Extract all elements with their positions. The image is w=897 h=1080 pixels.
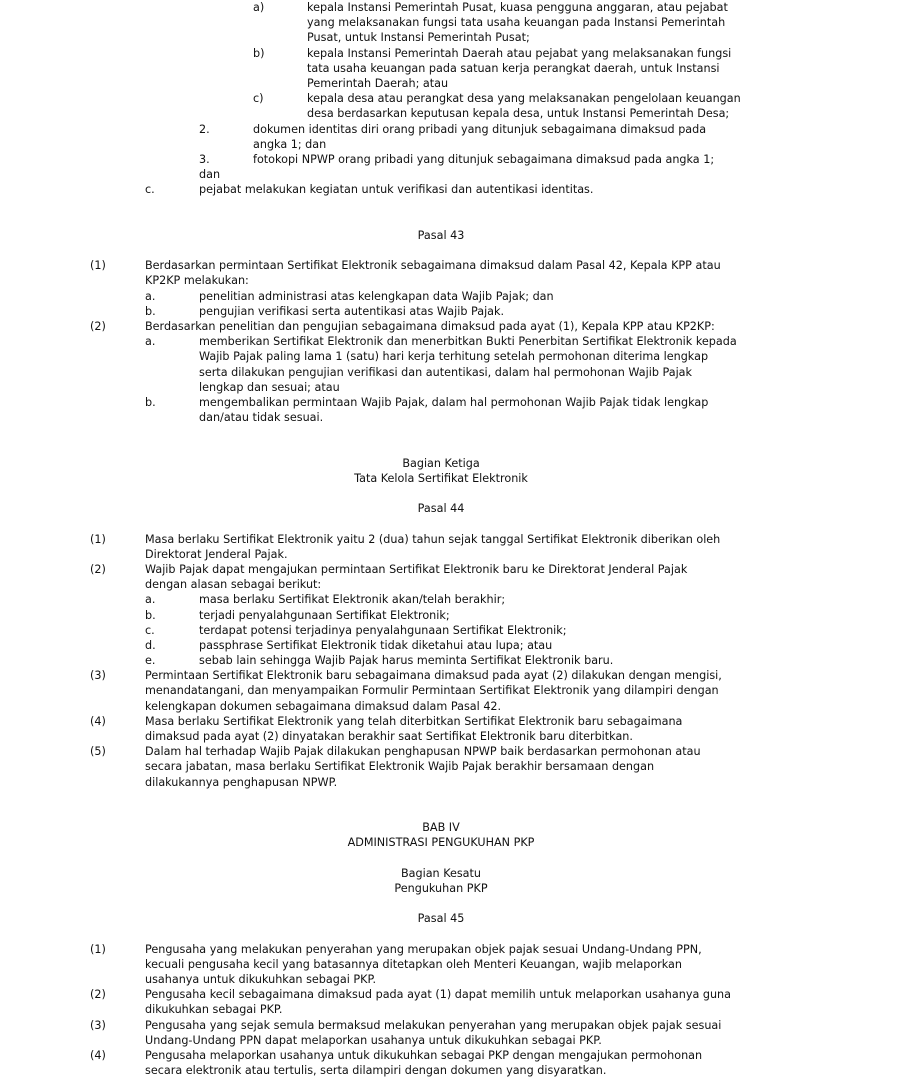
text-line: [0, 380, 897, 395]
item-text: Berdasarkan permintaan Sertifikat Elektronik sebagaimana dimaksud dalam Pasal 42, Kepala KPP atau: [145, 259, 721, 273]
text-line: [0, 714, 897, 729]
text-line: [0, 304, 897, 319]
list-item: [0, 562, 897, 592]
item-number: (2): [90, 988, 106, 1002]
item-number: c): [253, 92, 264, 106]
text-line: [0, 46, 897, 61]
heading-line: ADMINISTRASI PENGUKUHAN PKP: [347, 836, 535, 850]
item-number: (1): [90, 259, 106, 273]
text-line: [0, 532, 897, 547]
item-text: penelitian administrasi atas kelengkapan data Wajib Pajak; dan: [199, 289, 554, 303]
text-line: [0, 30, 897, 45]
text-line: [0, 562, 897, 577]
item-text: masa berlaku Sertifikat Elektronik akan/telah berakhir;: [199, 593, 506, 607]
article-list: [0, 532, 897, 790]
text-line: [0, 1063, 897, 1078]
list-item: [0, 1018, 897, 1048]
section-heading: [0, 228, 897, 243]
text-line: [0, 683, 897, 698]
item-text: Pengusaha yang sejak semula bermaksud melakukan penyerahan yang merupakan objek pajak sesuai: [145, 1018, 722, 1032]
text-line: [0, 775, 897, 790]
text-line: [0, 91, 897, 106]
list-item: [0, 122, 897, 152]
item-text: Direktorat Jenderal Pajak.: [145, 547, 288, 561]
section-heading: [0, 911, 897, 926]
text-line: [0, 167, 897, 182]
text-line: [0, 638, 897, 653]
text-line: [0, 608, 897, 623]
list-item: [0, 395, 897, 425]
item-text: pengujian verifikasi serta autentikasi atas Wajib Pajak.: [199, 304, 505, 318]
item-number: 2.: [199, 122, 210, 136]
list-item: [0, 319, 897, 334]
heading-line: Pasal 44: [417, 502, 465, 516]
text-line: [0, 0, 897, 15]
item-text: kelengkapan dokumen sebagaimana dimaksud dalam Pasal 42.: [145, 699, 502, 713]
text-line: [0, 106, 897, 121]
text-line: [0, 623, 897, 638]
item-text: dengan alasan sebagai berikut:: [145, 578, 322, 592]
item-text: menandatangani, dan menyampaikan Formulir Permintaan Sertifikat Elektronik yang dilampiri dengan: [145, 684, 719, 698]
item-number: (2): [90, 562, 106, 576]
text-line: [0, 759, 897, 774]
item-text: Pengusaha yang melakukan penyerahan yang merupakan objek pajak sesuai Undang-Undang PPN,: [145, 942, 702, 956]
item-number: a): [253, 1, 265, 14]
heading-line: Bagian Kesatu: [400, 866, 482, 880]
item-text: secara elektronik atau tertulis, serta dilampiri dengan dokumen yang disyaratkan.: [145, 1064, 607, 1078]
item-text: pejabat melakukan kegiatan untuk verifikasi dan autentikasi identitas.: [199, 183, 594, 197]
text-line: [0, 653, 897, 668]
item-text: usahanya untuk dikukuhkan sebagai PKP.: [145, 973, 377, 986]
text-line: [0, 1002, 897, 1017]
list-item: [0, 942, 897, 988]
heading-line: Pasal 45: [417, 912, 465, 926]
text-line: [0, 122, 897, 137]
text-line: [0, 137, 897, 152]
item-number: b.: [145, 608, 156, 622]
list-item: [0, 987, 897, 1017]
item-text: kecuali pengusaha kecil yang batasannya ditetapkan oleh Menteri Keuangan, wajib melaporkan: [145, 957, 682, 971]
text-line: [0, 1033, 897, 1048]
text-line: [0, 273, 897, 288]
item-text: Permintaan Sertifikat Elektronik baru sebagaimana dimaksud pada ayat (2) dilakukan dengan mengisi,: [145, 669, 722, 683]
item-number: (3): [90, 1018, 106, 1032]
list-item: [0, 638, 897, 653]
list-item: [0, 182, 897, 197]
item-number: e.: [145, 654, 156, 668]
item-text: dimaksud pada ayat (2) dinyatakan berakhir saat Sertifikat Elektronik baru diterbitkan.: [145, 730, 633, 743]
text-line: [0, 258, 897, 273]
article-list: [0, 258, 897, 425]
text-line: [0, 15, 897, 30]
list-item: [0, 304, 897, 319]
list-item: [0, 334, 897, 395]
text-line: [0, 577, 897, 592]
text-line: [0, 972, 897, 987]
item-text: dan: [199, 168, 221, 182]
text-line: [0, 987, 897, 1002]
item-number: (3): [90, 669, 106, 683]
item-text: terjadi penyalahgunaan Sertifikat Elektronik;: [199, 608, 450, 622]
list-item: [0, 258, 897, 288]
section-heading: [0, 820, 897, 850]
text-line: [0, 942, 897, 957]
item-text: Pemerintah Daerah; atau: [307, 76, 449, 90]
text-line: [0, 152, 897, 167]
article-list: [0, 942, 897, 1079]
item-text: Pusat, untuk Instansi Pemerintah Pusat;: [307, 31, 530, 45]
text-line: [0, 547, 897, 562]
item-text: kepala Instansi Pemerintah Daerah atau pejabat yang melaksanakan fungsi: [307, 46, 732, 60]
section-heading: [0, 456, 897, 486]
item-text: Wajib Pajak dapat mengajukan permintaan Sertifikat Elektronik baru ke Direktorat Jenderal Pajak: [145, 562, 688, 576]
heading-line: Pengukuhan PKP: [394, 881, 488, 895]
heading-line: Bagian Ketiga: [402, 456, 480, 470]
section-heading: [0, 501, 897, 516]
heading-line: Pasal 43: [417, 228, 465, 242]
text-line: [0, 365, 897, 380]
text-line: [0, 319, 897, 334]
item-text: tata usaha keuangan pada satuan kerja perangkat daerah, untuk Instansi: [307, 61, 720, 75]
item-text: angka 1; dan: [253, 137, 327, 151]
item-text: Pengusaha melaporkan usahanya untuk dikukuhkan sebagai PKP dengan mengajukan permohonan: [145, 1048, 703, 1062]
item-text: Dalam hal terhadap Wajib Pajak dilakukan penghapusan NPWP baik berdasarkan permohonan atau: [145, 745, 701, 759]
item-text: sebab lain sehingga Wajib Pajak harus meminta Sertifikat Elektronik baru.: [199, 654, 614, 668]
text-line: [0, 410, 897, 425]
item-text: yang melaksanakan fungsi tata usaha keuangan pada Instansi Pemerintah: [307, 16, 726, 30]
list-item: [0, 532, 897, 562]
list-item: [0, 592, 897, 607]
item-number: (4): [90, 1048, 106, 1062]
item-number: b.: [145, 395, 156, 409]
item-number: 3.: [199, 152, 210, 166]
heading-line: BAB IV: [422, 821, 460, 835]
item-text: secara jabatan, masa berlaku Sertifikat Elektronik Wajib Pajak berakhir bersamaan dengan: [145, 760, 655, 774]
list-item: [0, 714, 897, 744]
item-number: d.: [145, 638, 156, 652]
item-text: Undang-Undang PPN dapat melaporkan usahanya untuk dikukuhkan sebagai PKP.: [145, 1033, 602, 1047]
text-line: [0, 668, 897, 683]
item-number: (1): [90, 532, 106, 546]
item-number: b.: [145, 304, 156, 318]
item-text: terdapat potensi terjadinya penyalahgunaan Sertifikat Elektronik;: [199, 623, 567, 637]
text-line: [0, 76, 897, 91]
item-text: dilakukannya penghapusan NPWP.: [145, 775, 338, 789]
list-item: [0, 653, 897, 668]
item-number: c.: [145, 183, 155, 197]
text-line: [0, 334, 897, 349]
text-line: [0, 395, 897, 410]
item-number: (1): [90, 942, 106, 956]
list-item: [0, 0, 897, 46]
item-text: lengkap dan sesuai; atau: [199, 380, 340, 394]
item-text: Masa berlaku Sertifikat Elektronik yang telah diterbitkan Sertifikat Elektronik baru sebagaimana: [145, 714, 683, 728]
text-line: [0, 289, 897, 304]
list-item: [0, 623, 897, 638]
text-line: [0, 699, 897, 714]
list-item: [0, 1048, 897, 1078]
text-line: [0, 1048, 897, 1063]
text-line: [0, 61, 897, 76]
item-text: serta dilakukan pengujian verifikasi dan autentikasi, dalam hal permohonan Wajib Pajak: [199, 365, 693, 379]
item-text: Wajib Pajak paling lama 1 (satu) hari kerja terhitung setelah permohonan diterima lengkap: [199, 350, 709, 364]
text-line: [0, 1018, 897, 1033]
list-item: [0, 152, 897, 182]
text-line: [0, 729, 897, 744]
item-text: Berdasarkan penelitian dan pengujian sebagaimana dimaksud pada ayat (1), Kepala KPP atau KP2KP:: [145, 319, 715, 333]
list-item: [0, 46, 897, 92]
item-number: (4): [90, 714, 106, 728]
list-item: [0, 91, 897, 121]
item-text: passphrase Sertifikat Elektronik tidak diketahui atau lupa; atau: [199, 638, 553, 652]
heading-line: Tata Kelola Sertifikat Elektronik: [354, 471, 528, 485]
text-line: [0, 744, 897, 759]
text-line: [0, 957, 897, 972]
item-number: a.: [145, 335, 156, 349]
list-item: [0, 608, 897, 623]
item-number: c.: [145, 623, 155, 637]
list-item: [0, 289, 897, 304]
item-text: memberikan Sertifikat Elektronik dan menerbitkan Bukti Penerbitan Sertifikat Elektronik kepada: [199, 335, 737, 349]
item-text: desa berdasarkan keputusan kepala desa, untuk Instansi Pemerintah Desa;: [307, 107, 730, 121]
item-text: Masa berlaku Sertifikat Elektronik yaitu 2 (dua) tahun sejak tanggal Sertifikat Elektronik diberikan oleh: [145, 532, 721, 546]
item-number: (5): [90, 745, 106, 759]
item-text: mengembalikan permintaan Wajib Pajak, dalam hal permohonan Wajib Pajak tidak lengkap: [199, 395, 709, 409]
list-item: [0, 744, 897, 790]
item-number: b): [253, 46, 265, 60]
item-number: a.: [145, 289, 156, 303]
item-text: kepala Instansi Pemerintah Pusat, kuasa pengguna anggaran, atau pejabat: [307, 1, 728, 14]
item-text: fotokopi NPWP orang pribadi yang ditunjuk sebagaimana dimaksud pada angka 1;: [253, 152, 715, 166]
article-list: [0, 0, 897, 197]
item-text: kepala desa atau perangkat desa yang melaksanakan pengelolaan keuangan: [307, 92, 741, 106]
item-text: dokumen identitas diri orang pribadi yang ditunjuk sebagaimana dimaksud pada: [253, 122, 707, 136]
text-line: [0, 592, 897, 607]
text-line: [0, 349, 897, 364]
item-text: KP2KP melakukan:: [145, 274, 249, 288]
item-number: a.: [145, 593, 156, 607]
section-heading: [0, 866, 897, 896]
item-text: dikukuhkan sebagai PKP.: [145, 1003, 283, 1017]
item-text: dan/atau tidak sesuai.: [199, 411, 324, 425]
text-line: [0, 182, 897, 197]
list-item: [0, 668, 897, 714]
item-text: Pengusaha kecil sebagaimana dimaksud pada ayat (1) dapat memilih untuk melaporkan usahanya guna: [145, 988, 731, 1002]
item-number: (2): [90, 319, 106, 333]
